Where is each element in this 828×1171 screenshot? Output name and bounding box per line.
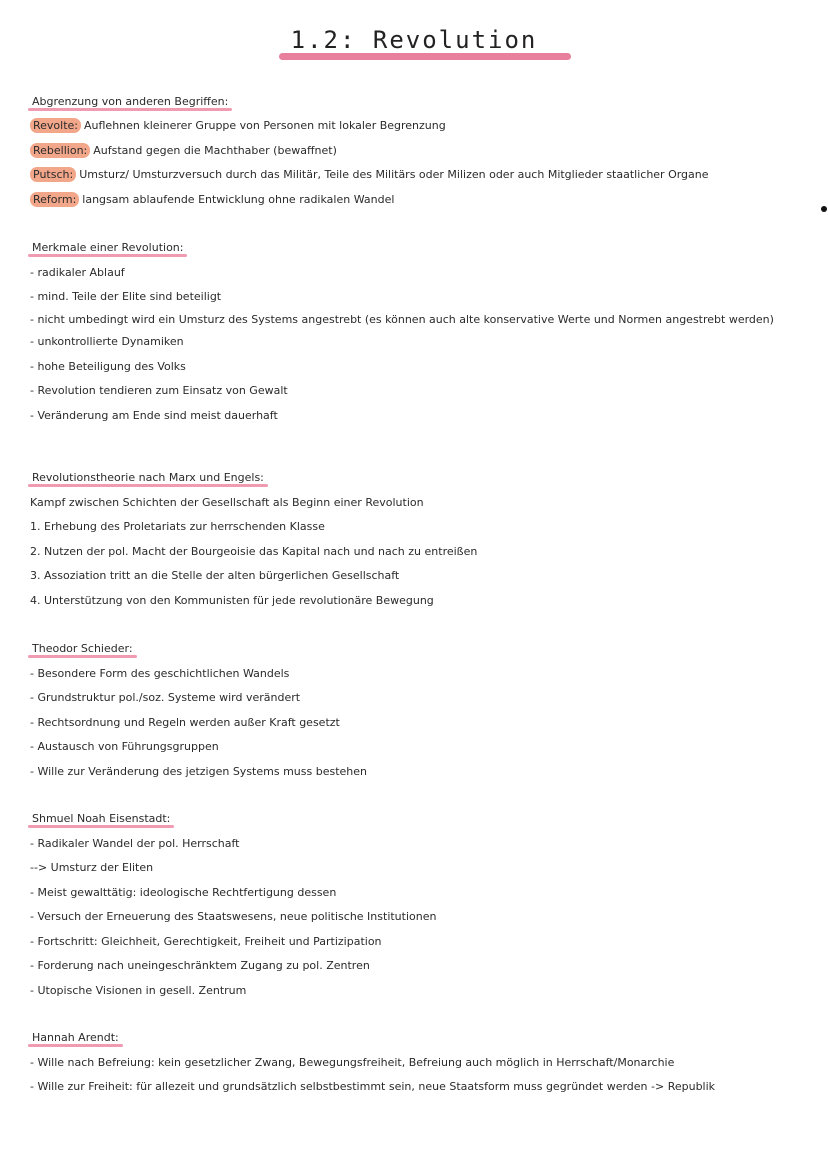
section-schieder	[30, 637, 800, 780]
list-item: - Besondere Form des geschichtlichen Wandels	[30, 666, 290, 680]
term-highlight: Revolte:	[30, 118, 81, 133]
list-item: - Revolution tendieren zum Einsatz von Gewalt	[30, 384, 288, 397]
section-merkmale	[30, 236, 800, 424]
term-highlight: Putsch:	[30, 167, 76, 182]
section-heading: Abgrenzung von anderen Begriffen:	[32, 95, 229, 108]
section-heading: Merkmale einer Revolution:	[32, 241, 184, 254]
definition-revolte	[30, 118, 800, 134]
list-item: Kampf zwischen Schichten der Gesellschaft als Beginn einer Revolution	[30, 495, 424, 509]
section-heading: Revolutionstheorie nach Marx und Engels:	[32, 471, 264, 484]
ink-dot	[821, 206, 827, 212]
list-item: - Grundstruktur pol./soz. Systeme wird verändert	[30, 691, 301, 704]
section-marx-engels	[30, 466, 800, 609]
list-item: 2. Nutzen der pol. Macht der Bourgeoisie das Kapital nach und nach zu entreißen	[30, 544, 478, 558]
list-item: - Utopische Visionen in gesell. Zentrum	[30, 983, 247, 997]
list-item: - Rechtsordnung und Regeln werden außer Kraft gesetzt	[30, 715, 340, 729]
definition-rebellion	[30, 143, 800, 159]
list-item: - Radikaler Wandel der pol. Herrschaft	[30, 836, 240, 850]
list-item: - hohe Beteiligung des Volks	[30, 359, 186, 373]
section-arendt	[30, 1026, 800, 1095]
term-highlight: Reform:	[30, 192, 79, 207]
list-item: - radikaler Ablauf	[30, 265, 125, 279]
list-item: - nicht umbedingt wird ein Umsturz des Systems angestrebt (es können auch alte konservative Werte und Normen angestrebt werden)	[30, 313, 774, 326]
list-item: - Versuch der Erneuerung des Staatswesens, neue politische Institutionen	[30, 910, 437, 923]
section-heading: Theodor Schieder:	[32, 642, 133, 655]
list-item: - Wille nach Befreiung: kein gesetzlicher Zwang, Bewegungsfreiheit, Befreiung auch möglich in Herrschaft/Monarchie	[30, 1055, 675, 1069]
definition-reform	[30, 192, 800, 208]
definition-text: Aufstand gegen die Machthaber (bewaffnet)	[93, 143, 337, 157]
list-item: - Forderung nach uneingeschränktem Zugang zu pol. Zentren	[30, 959, 370, 972]
page-title: 1.2: Revolution	[283, 26, 546, 54]
list-item: - mind. Teile der Elite sind beteiligt	[30, 290, 222, 303]
list-item: 3. Assoziation tritt an die Stelle der alten bürgerlichen Gesellschaft	[30, 569, 400, 582]
list-item: - Austausch von Führungsgruppen	[30, 740, 219, 753]
definition-putsch	[30, 167, 800, 183]
definition-text: Umsturz/ Umsturzversuch durch das Militär, Teile des Militärs oder Milizen oder auch Mitglieder staatlicher Organe	[79, 168, 709, 181]
term-highlight: Rebellion:	[30, 143, 90, 158]
section-abgrenzung	[30, 90, 800, 208]
definition-text: langsam ablaufende Entwicklung ohne radikalen Wandel	[82, 192, 395, 206]
list-item: --> Umsturz der Eliten	[30, 861, 154, 874]
list-item: - unkontrollierte Dynamiken	[30, 335, 184, 348]
section-eisenstadt	[30, 807, 800, 999]
list-item: - Veränderung am Ende sind meist dauerhaft	[30, 408, 278, 422]
list-item: - Wille zur Freiheit: für allezeit und grundsätzlich selbstbestimmt sein, neue Staatsform muss gegründet werden -> Republik	[30, 1080, 716, 1093]
list-item: 1. Erhebung des Proletariats zur herrschenden Klasse	[30, 520, 325, 533]
list-item: - Meist gewalttätig: ideologische Rechtfertigung dessen	[30, 885, 337, 899]
section-heading: Shmuel Noah Eisenstadt:	[32, 812, 171, 825]
list-item: - Wille zur Veränderung des jetzigen Systems muss bestehen	[30, 764, 367, 778]
definition-text: Auflehnen kleinerer Gruppe von Personen mit lokaler Begrenzung	[84, 119, 446, 132]
section-heading: Hannah Arendt:	[32, 1031, 119, 1044]
list-item: 4. Unterstützung von den Kommunisten für jede revolutionäre Bewegung	[30, 593, 434, 607]
title-block	[0, 26, 828, 54]
list-item: - Fortschritt: Gleichheit, Gerechtigkeit, Freiheit und Partizipation	[30, 934, 382, 948]
